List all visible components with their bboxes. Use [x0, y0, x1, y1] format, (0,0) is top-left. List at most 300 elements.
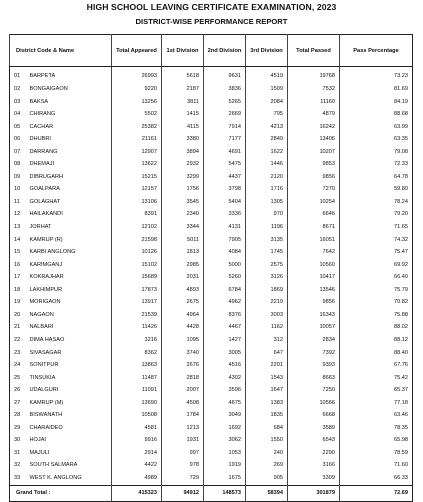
first-division-cell: 2340 — [162, 209, 204, 222]
pass-percentage-cell: 88.68 — [340, 109, 413, 122]
table-row — [10, 309, 413, 322]
pass-percentage-cell: 88.40 — [340, 347, 413, 360]
first-division-cell: 2676 — [162, 360, 204, 373]
appeared-cell: 11426 — [112, 322, 162, 335]
second-division-cell: 3798 — [204, 184, 246, 197]
district-name-cell: NAGAON — [29, 311, 54, 318]
pass-percentage-cell: 84.19 — [340, 96, 413, 109]
third-division-cell: 1869 — [246, 284, 288, 297]
table-row — [10, 159, 413, 172]
table-row — [10, 410, 413, 423]
third-division-cell: 1622 — [246, 146, 288, 159]
second-division-cell: 5475 — [204, 159, 246, 172]
passed-cell: 13406 — [288, 134, 340, 147]
pass-percentage-cell: 70.82 — [340, 297, 413, 310]
passed-cell: 10207 — [288, 146, 340, 159]
table-row — [10, 209, 413, 222]
appeared-cell: 13690 — [112, 397, 162, 410]
table-row — [10, 447, 413, 460]
district-name-cell: BISWANATH — [29, 412, 63, 419]
appeared-cell: 9916 — [112, 435, 162, 448]
first-division-cell: 729 — [162, 473, 204, 486]
grand-total-third-division: 58394 — [246, 486, 288, 502]
first-division-cell: 4508 — [162, 397, 204, 410]
pass-percentage-cell: 64.78 — [340, 171, 413, 184]
district-name-cell: MAJULI — [29, 449, 50, 456]
table-row — [10, 247, 413, 260]
second-division-cell: 4675 — [204, 397, 246, 410]
appeared-cell: 17873 — [112, 284, 162, 297]
table-row — [10, 121, 413, 134]
passed-cell: 7392 — [288, 347, 340, 360]
passed-cell: 9393 — [288, 360, 340, 373]
pass-percentage-cell: 77.18 — [340, 397, 413, 410]
third-division-cell: 684 — [246, 422, 288, 435]
pass-percentage-cell: 78.24 — [340, 196, 413, 209]
passed-cell: 16051 — [288, 234, 340, 247]
second-division-cell: 2669 — [204, 109, 246, 122]
district-code-cell: 07 — [14, 148, 21, 155]
third-division-cell: 3135 — [246, 234, 288, 247]
district-name-cell: SOUTH SALMARA — [29, 462, 78, 469]
district-code-cell: 12 — [14, 211, 21, 218]
report-subtitle: DISTRICT-WISE PERFORMANCE REPORT — [135, 17, 288, 26]
table-row — [10, 460, 413, 473]
district-code-cell: 33 — [14, 474, 21, 481]
appeared-cell: 21539 — [112, 309, 162, 322]
pass-percentage-cell: 79.08 — [340, 146, 413, 159]
passed-cell: 13546 — [288, 284, 340, 297]
second-division-cell: 4516 — [204, 360, 246, 373]
district-name-cell: HAILAKANDI — [29, 211, 63, 218]
passed-cell: 3309 — [288, 473, 340, 486]
header-passed: Total Passed — [288, 35, 340, 67]
appeared-cell: 21598 — [112, 234, 162, 247]
appeared-cell: 10508 — [112, 410, 162, 423]
second-division-cell: 3596 — [204, 385, 246, 398]
pass-percentage-cell: 79.20 — [340, 209, 413, 222]
first-division-cell: 4428 — [162, 322, 204, 335]
second-division-cell: 7905 — [204, 234, 246, 247]
district-name-cell: HOJAI — [29, 437, 46, 444]
third-division-cell: 1716 — [246, 184, 288, 197]
district-name-cell: TINSUKIA — [29, 374, 56, 381]
district-name-cell: NALBARI — [29, 324, 54, 331]
header-second-division: 2nd Division — [204, 35, 246, 67]
first-division-cell: 4893 — [162, 284, 204, 297]
district-code-cell: 09 — [14, 173, 21, 180]
appeared-cell: 15215 — [112, 171, 162, 184]
second-division-cell: 3049 — [204, 410, 246, 423]
district-code-cell: 08 — [14, 161, 21, 168]
second-division-cell: 3336 — [204, 209, 246, 222]
table-row — [10, 272, 413, 285]
first-division-cell: 2985 — [162, 259, 204, 272]
third-division-cell: 1383 — [246, 397, 288, 410]
third-division-cell: 2849 — [246, 134, 288, 147]
second-division-cell: 7177 — [204, 134, 246, 147]
district-name-cell: GOALPARA — [29, 186, 60, 193]
district-code-cell: 24 — [14, 362, 21, 369]
pass-percentage-cell: 65.37 — [340, 385, 413, 398]
table-row — [10, 473, 413, 486]
appeared-cell: 9220 — [112, 84, 162, 97]
table-row — [10, 360, 413, 373]
second-division-cell: 9631 — [204, 67, 246, 84]
appeared-cell: 10126 — [112, 247, 162, 260]
pass-percentage-cell: 75.79 — [340, 284, 413, 297]
pass-percentage-cell: 78.35 — [340, 422, 413, 435]
district-name-cell: UDALGURI — [29, 387, 59, 394]
appeared-cell: 15102 — [112, 259, 162, 272]
pass-percentage-cell: 69.92 — [340, 259, 413, 272]
third-division-cell: 240 — [246, 447, 288, 460]
pass-percentage-cell: 88.12 — [340, 334, 413, 347]
third-division-cell: 1162 — [246, 322, 288, 335]
pass-percentage-cell: 63.46 — [340, 410, 413, 423]
appeared-cell: 5502 — [112, 109, 162, 122]
passed-cell: 10566 — [288, 397, 340, 410]
appeared-cell: 12157 — [112, 184, 162, 197]
pass-percentage-cell: 75.42 — [340, 372, 413, 385]
second-division-cell: 1675 — [204, 473, 246, 486]
third-division-cell: 2084 — [246, 96, 288, 109]
third-division-cell: 4519 — [246, 67, 288, 84]
first-division-cell: 5618 — [162, 67, 204, 84]
second-division-cell: 7914 — [204, 121, 246, 134]
district-code-cell: 10 — [14, 186, 21, 193]
passed-cell: 6543 — [288, 435, 340, 448]
appeared-cell: 3216 — [112, 334, 162, 347]
third-division-cell: 970 — [246, 209, 288, 222]
table-row — [10, 96, 413, 109]
passed-cell: 7532 — [288, 84, 340, 97]
table-row — [10, 171, 413, 184]
appeared-cell: 4422 — [112, 460, 162, 473]
third-division-cell: 1509 — [246, 84, 288, 97]
third-division-cell: 795 — [246, 109, 288, 122]
first-division-cell: 1756 — [162, 184, 204, 197]
second-division-cell: 4467 — [204, 322, 246, 335]
third-division-cell: 1550 — [246, 435, 288, 448]
district-name-cell: DHEMAJI — [29, 161, 55, 168]
first-division-cell: 2031 — [162, 272, 204, 285]
first-division-cell: 978 — [162, 460, 204, 473]
district-code-cell: 31 — [14, 449, 21, 456]
first-division-cell: 4115 — [162, 121, 204, 134]
third-division-cell: 2219 — [246, 297, 288, 310]
grand-total-row — [10, 486, 413, 502]
third-division-cell: 2201 — [246, 360, 288, 373]
second-division-cell: 5000 — [204, 259, 246, 272]
first-division-cell: 1813 — [162, 247, 204, 260]
grand-total-first-division: 94912 — [162, 486, 204, 502]
appeared-cell: 13256 — [112, 96, 162, 109]
table-header-row — [10, 35, 413, 67]
second-division-cell: 4437 — [204, 171, 246, 184]
pass-percentage-cell: 63.99 — [340, 121, 413, 134]
district-code-cell: 23 — [14, 349, 21, 356]
header-appeared: Total Appeared — [112, 35, 162, 67]
second-division-cell: 6784 — [204, 284, 246, 297]
district-name-cell: KARBI ANGLONG — [29, 249, 76, 256]
second-division-cell: 4084 — [204, 247, 246, 260]
passed-cell: 6668 — [288, 410, 340, 423]
pass-percentage-cell: 88.02 — [340, 322, 413, 335]
pass-percentage-cell: 67.76 — [340, 360, 413, 373]
table-row — [10, 422, 413, 435]
grand-total-appeared: 415323 — [112, 486, 162, 502]
passed-cell: 2290 — [288, 447, 340, 460]
second-division-cell: 5260 — [204, 272, 246, 285]
second-division-cell: 5265 — [204, 96, 246, 109]
pass-percentage-cell: 75.47 — [340, 247, 413, 260]
third-division-cell: 3126 — [246, 272, 288, 285]
passed-cell: 10560 — [288, 259, 340, 272]
header-third-division: 3rd Division — [246, 35, 288, 67]
pass-percentage-cell: 66.33 — [340, 473, 413, 486]
district-name-cell: CACHAR — [29, 123, 54, 130]
district-name-cell: CHARAIDEO — [29, 424, 63, 431]
pass-percentage-cell: 74.32 — [340, 234, 413, 247]
district-code-cell: 14 — [14, 236, 21, 243]
appeared-cell: 13622 — [112, 159, 162, 172]
table-row — [10, 196, 413, 209]
third-division-cell: 1446 — [246, 159, 288, 172]
third-division-cell: 3003 — [246, 309, 288, 322]
district-name-cell: KAMRUP (M) — [29, 399, 64, 406]
passed-cell: 8663 — [288, 372, 340, 385]
table-row — [10, 397, 413, 410]
second-division-cell: 3836 — [204, 84, 246, 97]
first-division-cell: 1415 — [162, 109, 204, 122]
appeared-cell: 2914 — [112, 447, 162, 460]
first-division-cell: 2187 — [162, 84, 204, 97]
first-division-cell: 1931 — [162, 435, 204, 448]
district-code-cell: 17 — [14, 274, 21, 281]
appeared-cell: 13917 — [112, 297, 162, 310]
header-district: District Code & Name — [10, 35, 112, 67]
appeared-cell: 13106 — [112, 196, 162, 209]
appeared-cell: 4989 — [112, 473, 162, 486]
passed-cell: 10417 — [288, 272, 340, 285]
passed-cell: 9856 — [288, 171, 340, 184]
district-code-cell: 32 — [14, 462, 21, 469]
header-first-division: 1st Division — [162, 35, 204, 67]
district-name-cell: KARIMGANJ — [29, 261, 63, 268]
district-name-cell: JORHAT — [29, 224, 52, 231]
table-row — [10, 297, 413, 310]
appeared-cell: 4581 — [112, 422, 162, 435]
grand-total-pass-percentage: 72.69 — [340, 486, 413, 502]
third-division-cell: 2120 — [246, 171, 288, 184]
table-row — [10, 334, 413, 347]
second-division-cell: 1053 — [204, 447, 246, 460]
first-division-cell: 3299 — [162, 171, 204, 184]
district-name-cell: SIVASAGAR — [29, 349, 62, 356]
district-name-cell: DARRANG — [29, 148, 58, 155]
second-division-cell: 4131 — [204, 222, 246, 235]
district-code-cell: 27 — [14, 399, 21, 406]
district-code-cell: 01 — [14, 73, 21, 80]
second-division-cell: 4962 — [204, 297, 246, 310]
header-pass-percentage: Pass Percentage — [340, 35, 413, 67]
second-division-cell: 3005 — [204, 347, 246, 360]
district-name-cell: GOLAGHAT — [29, 198, 61, 205]
appeared-cell: 12102 — [112, 222, 162, 235]
third-division-cell: 905 — [246, 473, 288, 486]
pass-percentage-cell: 73.23 — [340, 67, 413, 84]
pass-percentage-cell: 75.88 — [340, 309, 413, 322]
second-division-cell: 4302 — [204, 372, 246, 385]
first-division-cell: 2675 — [162, 297, 204, 310]
first-division-cell: 3344 — [162, 222, 204, 235]
first-division-cell: 1095 — [162, 334, 204, 347]
first-division-cell: 3740 — [162, 347, 204, 360]
district-code-cell: 02 — [14, 86, 21, 93]
passed-cell: 2834 — [288, 334, 340, 347]
district-code-cell: 13 — [14, 224, 21, 231]
passed-cell: 16343 — [288, 309, 340, 322]
grand-total-label: Grand Total : — [10, 486, 112, 502]
first-division-cell: 3811 — [162, 96, 204, 109]
district-code-cell: 16 — [14, 261, 21, 268]
table-row — [10, 322, 413, 335]
district-code-cell: 18 — [14, 286, 21, 293]
district-code-cell: 25 — [14, 374, 21, 381]
passed-cell: 11160 — [288, 96, 340, 109]
third-division-cell: 1305 — [246, 196, 288, 209]
district-name-cell: DIBRUGARH — [29, 173, 64, 180]
table-row — [10, 146, 413, 159]
district-code-cell: 29 — [14, 424, 21, 431]
second-division-cell: 1919 — [204, 460, 246, 473]
appeared-cell: 25382 — [112, 121, 162, 134]
first-division-cell: 2007 — [162, 385, 204, 398]
first-division-cell: 3894 — [162, 146, 204, 159]
appeared-cell: 8362 — [112, 347, 162, 360]
district-name-cell: BONGAIGAON — [29, 86, 68, 93]
table-row — [10, 84, 413, 97]
third-division-cell: 1647 — [246, 385, 288, 398]
district-code-cell: 06 — [14, 136, 21, 143]
pass-percentage-cell: 66.40 — [340, 272, 413, 285]
second-division-cell: 4691 — [204, 146, 246, 159]
district-code-cell: 20 — [14, 311, 21, 318]
appeared-cell: 15689 — [112, 272, 162, 285]
passed-cell: 10254 — [288, 196, 340, 209]
passed-cell: 3589 — [288, 422, 340, 435]
grand-total-second-division: 148573 — [204, 486, 246, 502]
first-division-cell: 1213 — [162, 422, 204, 435]
district-code-cell: 19 — [14, 299, 21, 306]
grand-total-passed: 301879 — [288, 486, 340, 502]
third-division-cell: 4213 — [246, 121, 288, 134]
appeared-cell: 21161 — [112, 134, 162, 147]
table-row — [10, 184, 413, 197]
appeared-cell: 8391 — [112, 209, 162, 222]
district-name-cell: SONITPUR — [29, 362, 59, 369]
district-name-cell: BARPETA — [29, 73, 56, 80]
appeared-cell: 11091 — [112, 385, 162, 398]
district-name-cell: KOKRAJHAR — [29, 274, 64, 281]
third-division-cell: 1543 — [246, 372, 288, 385]
table-row — [10, 284, 413, 297]
pass-percentage-cell: 71.60 — [340, 460, 413, 473]
second-division-cell: 3062 — [204, 435, 246, 448]
third-division-cell: 647 — [246, 347, 288, 360]
first-division-cell: 2818 — [162, 372, 204, 385]
pass-percentage-cell: 65.98 — [340, 435, 413, 448]
district-code-cell: 30 — [14, 437, 21, 444]
passed-cell: 10057 — [288, 322, 340, 335]
appeared-cell: 12907 — [112, 146, 162, 159]
third-division-cell: 312 — [246, 334, 288, 347]
first-division-cell: 4964 — [162, 309, 204, 322]
pass-percentage-cell: 63.35 — [340, 134, 413, 147]
district-name-cell: DHUBRI — [29, 136, 51, 143]
first-division-cell: 997 — [162, 447, 204, 460]
district-name-cell: LAKHIMPUR — [29, 286, 63, 293]
table-row — [10, 222, 413, 235]
passed-cell: 6646 — [288, 209, 340, 222]
passed-cell: 9856 — [288, 297, 340, 310]
table-body — [10, 67, 413, 486]
first-division-cell: 1784 — [162, 410, 204, 423]
pass-percentage-cell: 81.69 — [340, 84, 413, 97]
district-name-cell: WEST K. ANGLONG — [29, 474, 82, 481]
first-division-cell: 5011 — [162, 234, 204, 247]
report-title: HIGH SCHOOL LEAVING CERTIFICATE EXAMINATION, 2023 — [86, 2, 337, 12]
passed-cell: 9853 — [288, 159, 340, 172]
second-division-cell: 1427 — [204, 334, 246, 347]
district-code-cell: 28 — [14, 412, 21, 419]
district-name-cell: CHIRANG — [29, 111, 56, 118]
third-division-cell: 1835 — [246, 410, 288, 423]
passed-cell: 19768 — [288, 67, 340, 84]
table-row — [10, 134, 413, 147]
second-division-cell: 8376 — [204, 309, 246, 322]
passed-cell: 7642 — [288, 247, 340, 260]
pass-percentage-cell: 72.33 — [340, 159, 413, 172]
third-division-cell: 1196 — [246, 222, 288, 235]
passed-cell: 16242 — [288, 121, 340, 134]
pass-percentage-cell: 78.59 — [340, 447, 413, 460]
table-row — [10, 67, 413, 84]
table-row — [10, 372, 413, 385]
passed-cell: 7270 — [288, 184, 340, 197]
pass-percentage-cell: 71.65 — [340, 222, 413, 235]
district-code-cell: 03 — [14, 98, 21, 105]
third-division-cell: 269 — [246, 460, 288, 473]
first-division-cell: 2932 — [162, 159, 204, 172]
district-name-cell: BAKSA — [29, 98, 49, 105]
district-code-cell: 11 — [14, 198, 20, 205]
appeared-cell: 26993 — [112, 67, 162, 84]
table-row — [10, 109, 413, 122]
first-division-cell: 3380 — [162, 134, 204, 147]
district-name-cell: KAMRUP (R) — [29, 236, 63, 243]
third-division-cell: 2575 — [246, 259, 288, 272]
second-division-cell: 1692 — [204, 422, 246, 435]
district-code-cell: 26 — [14, 387, 21, 394]
appeared-cell: 13863 — [112, 360, 162, 373]
district-code-cell: 15 — [14, 249, 21, 256]
district-name-cell: MORIGAON — [29, 299, 61, 306]
table-row — [10, 347, 413, 360]
second-division-cell: 5404 — [204, 196, 246, 209]
first-division-cell: 3545 — [162, 196, 204, 209]
